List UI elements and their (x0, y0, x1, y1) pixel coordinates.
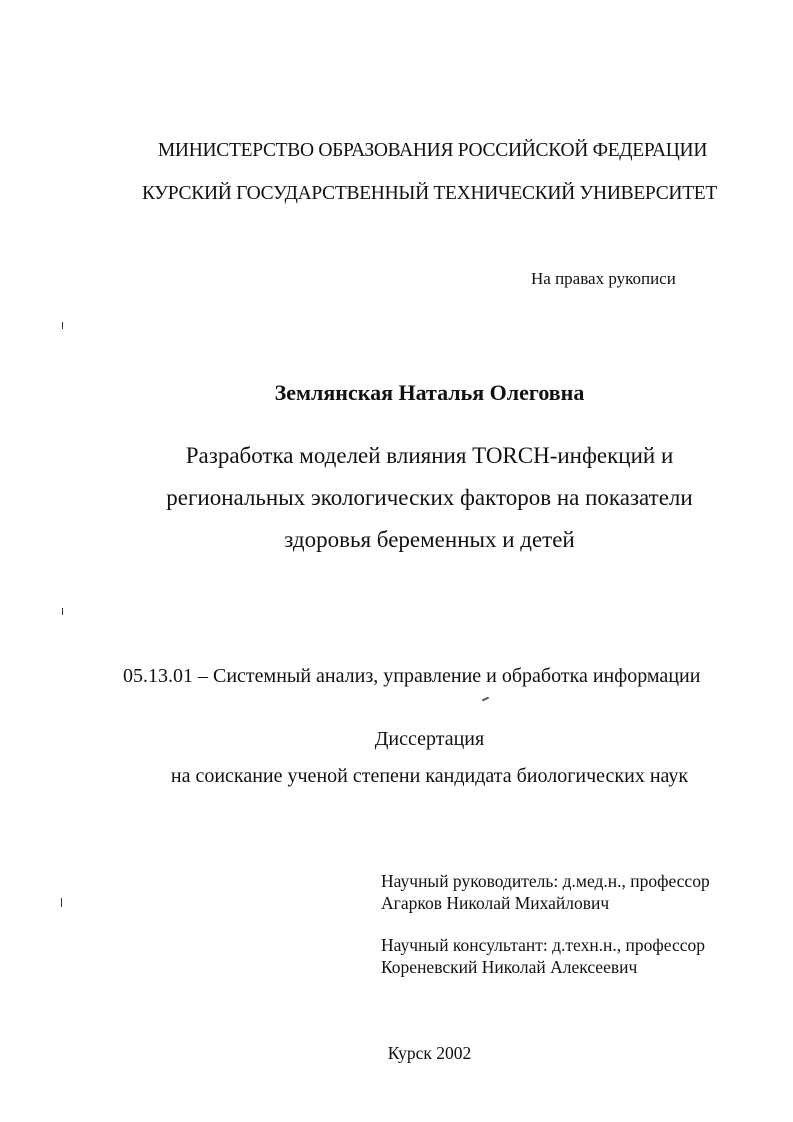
manuscript-note: На правах рукописи (531, 269, 676, 288)
specialty-code: 05.13.01 – Системный анализ, управление и обработка информации (123, 665, 701, 687)
supervisor-name: Агарков Николай Михайлович (381, 893, 610, 913)
scan-mark (62, 608, 63, 615)
dissertation-label: Диссертация (374, 728, 485, 750)
consultant-name: Кореневский Николай Алексеевич (381, 957, 638, 977)
supervisor-role: Научный руководитель: д.мед.н., профессор (381, 871, 710, 891)
university-heading: КУРСКИЙ ГОСУДАРСТВЕННЫЙ ТЕХНИЧЕСКИЙ УНИВЕРСИТЕТ (141, 183, 718, 204)
consultant-role: Научный консультант: д.техн.н., профессор (381, 935, 705, 955)
scan-mark (62, 322, 63, 329)
scan-mark (61, 898, 62, 907)
city-year: Курск 2002 (387, 1043, 472, 1063)
scan-speck (482, 697, 489, 702)
degree-line: на соискание ученой степени кандидата биологических наук (170, 765, 689, 787)
dissertation-title-line-1: Разработка моделей влияния TORCH-инфекций и (185, 443, 674, 468)
dissertation-title-line-3: здоровья беременных и детей (284, 527, 575, 552)
ministry-heading: МИНИСТЕРСТВО ОБРАЗОВАНИЯ РОССИЙСКОЙ ФЕДЕРАЦИИ (157, 140, 708, 161)
author-name: Землянская Наталья Олеговна (274, 380, 585, 405)
dissertation-title-line-2: региональных экологических факторов на показатели (166, 485, 693, 510)
